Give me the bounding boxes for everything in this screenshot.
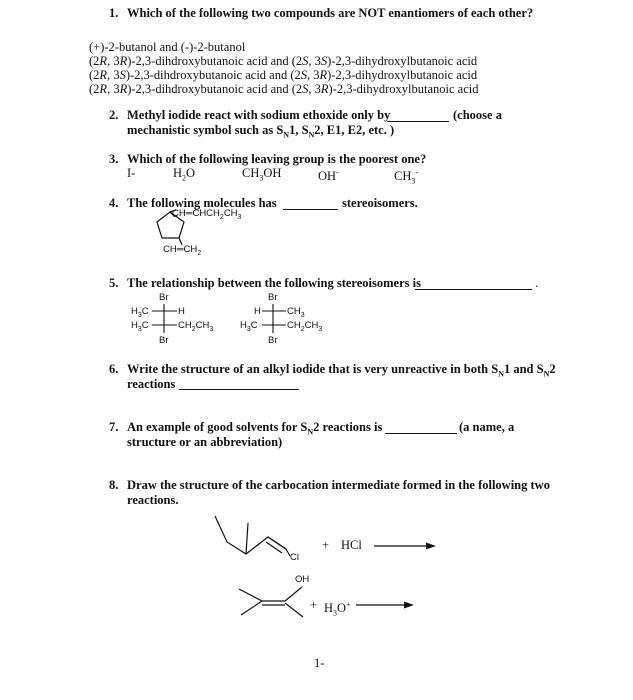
q8-rxn2-arrow	[356, 602, 414, 609]
q3-choice-methanol: $CH_3OH$	[242, 166, 282, 183]
q3-choice-iodide: I-	[127, 166, 136, 180]
q4-tail: stereoisomers.	[342, 196, 418, 210]
q7-line2: structure or an abbreviation)	[127, 435, 283, 449]
q4-label-bottom: $CH═CH_2$	[163, 244, 202, 257]
q5-left-r1-left: $H_3C$	[131, 306, 149, 319]
q1-number: 1.	[109, 6, 119, 20]
q5-left-top: Br	[159, 292, 169, 303]
q5-left-r2-right: $CH_2CH_3$	[178, 320, 214, 333]
q2-line2: mechanistic symbol such as $S_N1$, $S_N2$, E1, E2, etc. )	[127, 123, 395, 140]
q2-line1: Methyl iodide react with sodium ethoxide only by	[127, 108, 391, 122]
q6-line2: reactions	[127, 377, 176, 391]
q4-label-top: $CH═CHCH_2CH_3$	[172, 208, 242, 221]
q5-right-fischer	[262, 304, 286, 333]
q8-rxn2-reagent: $H_3O^+$	[324, 600, 351, 618]
q8-rxn2-label: OH	[295, 574, 310, 585]
q1-option-a: (+)-2-butanol and (-)-2-butanol	[89, 40, 246, 54]
q3-choice-methyl-anion: $CH_3^-$	[394, 168, 419, 186]
q1-option-d: (2R, 3R)-2,3-dihdroxybutanoic acid and (2S, 3R)-2,3-dihydroxylbutanoic acid	[89, 82, 479, 96]
q8-rxn1-reagent: HCl	[341, 538, 362, 552]
q5-question: The relationship between the following stereoisomers is	[127, 276, 421, 290]
q5-right-bottom: Br	[268, 335, 278, 346]
q3-number: 3.	[109, 152, 119, 166]
q6-answer-blank[interactable]	[179, 389, 299, 390]
q8-rxn1-label: Cl	[290, 552, 299, 563]
q5-left-fischer	[152, 304, 177, 333]
q5-right-r2-right: $CH_2CH_3$	[287, 320, 323, 333]
q7-answer-blank[interactable]	[385, 433, 457, 434]
q7-line1-tail: (a name, a	[459, 420, 515, 434]
q5-right-r2-left: $H_3C$	[240, 320, 258, 333]
q8-rxn1-arrow	[374, 543, 436, 550]
q5-left-r1-right: H	[178, 306, 185, 317]
q4-number: 4.	[109, 196, 119, 210]
q8-line1: Draw the structure of the carbocation intermediate formed in the following two	[127, 478, 550, 492]
q5-right-r1-left: H	[254, 306, 261, 317]
q5-left-bottom: Br	[159, 335, 169, 346]
q3-choice-water: $H_2O$	[173, 166, 196, 183]
q5-answer-blank[interactable]	[415, 289, 532, 290]
q8-rxn1-plus: +	[322, 538, 330, 552]
q4-question: The following molecules has	[127, 196, 277, 210]
q5-number: 5.	[109, 276, 119, 290]
q1-option-b: (2R, 3R)-2,3-dihdroxybutanoic acid and (2S, 3S)-2,3-dihydroxylbutanoic acid	[89, 54, 478, 68]
q8-rxn1-alkene	[215, 516, 290, 556]
q8-line2: reactions.	[127, 493, 179, 507]
q3-choice-hydroxide: OH-	[318, 168, 339, 184]
q5-period: .	[535, 276, 539, 290]
q2-number: 2.	[109, 108, 119, 122]
q8-rxn2-plus: +	[310, 598, 318, 612]
q7-number: 7.	[109, 420, 119, 434]
q5-right-r1-right: $CH_3$	[287, 306, 305, 319]
q5-left-r2-left: $H_3C$	[131, 320, 149, 333]
q8-number: 8.	[109, 478, 119, 492]
q1-option-c: (2R, 3S)-2,3-dihdroxybutanoic acid and (2S, 3R)-2,3-dihydroxylbutanoic acid	[89, 68, 478, 82]
q6-number: 6.	[109, 362, 119, 376]
q2-line1-tail: (choose a	[453, 108, 502, 122]
q8-rxn2-alkene	[239, 587, 303, 617]
q3-question: Which of the following leaving group is the poorest one?	[127, 152, 427, 166]
q6-line1: Write the structure of an alkyl iodide that is very unreactive in both $S_N1$ and $S_N2$	[127, 362, 556, 379]
page-number: 1-	[314, 656, 325, 670]
q1-question: Which of the following two compounds are NOT enantiomers of each other?	[127, 6, 534, 20]
q5-right-top: Br	[268, 292, 278, 303]
q7-line1: An example of good solvents for $S_N2$ reactions is	[127, 420, 383, 437]
